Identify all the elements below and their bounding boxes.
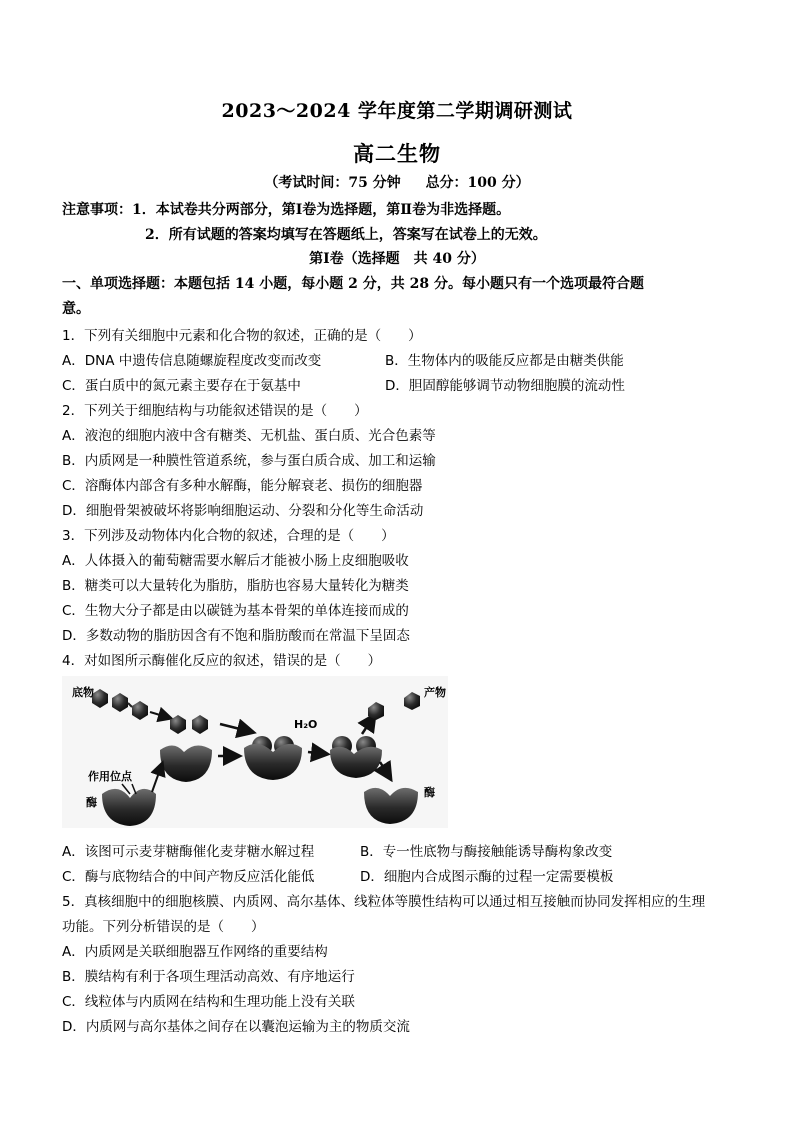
q1-option-a: A．DNA 中遗传信息随螺旋程度改变而改变 bbox=[62, 353, 322, 369]
product-label: 产物 bbox=[424, 686, 446, 699]
active-site-label: 作用位点 bbox=[88, 770, 132, 783]
q5-option-c: C．线粒体与内质网在结构和生理功能上没有关联 bbox=[62, 994, 355, 1010]
q1-option-c: C．蛋白质中的氮元素主要存在于氨基中 bbox=[62, 378, 301, 394]
q2-option-d: D．细胞骨架被破坏将影响细胞运动、分裂和分化等生命活动 bbox=[62, 503, 424, 519]
section-intro-line-1: 一、单项选择题：本题包括 14 小题，每小题 2 分，共 28 分。每小题只有一个选项最符合题 bbox=[62, 276, 644, 292]
exam-time: （考试时间：75 分钟 bbox=[264, 175, 401, 191]
enzyme-reaction-figure bbox=[62, 676, 448, 828]
enzyme-diagram bbox=[62, 676, 448, 828]
q4-option-c: C．酶与底物结合的中间产物反应活化能低 bbox=[62, 869, 315, 885]
q3-option-a: A．人体摄入的葡萄糖需要水解后才能被小肠上皮细胞吸收 bbox=[62, 553, 409, 569]
substrate-label: 底物 bbox=[72, 686, 94, 699]
q3-option-c: C．生物大分子都是由以碳链为基本骨架的单体连接而成的 bbox=[62, 603, 409, 619]
q3-option-b: B．糖类可以大量转化为脂肪，脂肪也容易大量转化为糖类 bbox=[62, 578, 409, 594]
notes-line-2: 2．所有试题的答案均填写在答题纸上，答案写在试卷上的无效。 bbox=[145, 227, 547, 243]
water-label: H₂O bbox=[294, 718, 318, 731]
q4-option-a: A．该图可示麦芽糖酶催化麦芽糖水解过程 bbox=[62, 844, 315, 860]
q5-stem-line-2: 功能。下列分析错误的是（ ） bbox=[62, 919, 265, 935]
q4-stem: 4．对如图所示酶催化反应的叙述，错误的是（ ） bbox=[62, 653, 382, 669]
notes-line-1: 注意事项：1．本试卷共分两部分，第Ⅰ卷为选择题，第Ⅱ卷为非选择题。 bbox=[62, 202, 511, 218]
section-intro-line-2: 意。 bbox=[62, 301, 90, 317]
exam-title: 2023～2024 学年度第二学期调研测试 bbox=[221, 100, 573, 122]
q2-option-b: B．内质网是一种膜性管道系统，参与蛋白质合成、加工和运输 bbox=[62, 453, 436, 469]
q1-stem: 1．下列有关细胞中元素和化合物的叙述，正确的是（ ） bbox=[62, 328, 422, 344]
exam-meta bbox=[0, 172, 794, 192]
section-title: 第Ⅰ卷（选择题 共 40 分） bbox=[309, 251, 485, 267]
enzyme-label-1: 酶 bbox=[86, 796, 97, 809]
q4-option-b: B．专一性底物与酶接触能诱导酶构象改变 bbox=[360, 844, 613, 860]
q4-option-d: D．细胞内合成图示酶的过程一定需要模板 bbox=[360, 869, 614, 885]
q3-stem: 3．下列涉及动物体内化合物的叙述，合理的是（ ） bbox=[62, 528, 395, 544]
enzyme-label-2: 酶 bbox=[424, 786, 435, 799]
q5-option-a: A．内质网是关联细胞器互作网络的重要结构 bbox=[62, 944, 328, 960]
exam-total: 总分：100 分） bbox=[425, 175, 530, 191]
exam-subject: 高二生物 bbox=[353, 141, 441, 166]
q5-option-d: D．内质网与高尔基体之间存在以囊泡运输为主的物质交流 bbox=[62, 1019, 410, 1035]
q2-stem: 2．下列关于细胞结构与功能叙述错误的是（ ） bbox=[62, 403, 368, 419]
q2-option-c: C．溶酶体内部含有多种水解酶，能分解衰老、损伤的细胞器 bbox=[62, 478, 423, 494]
q3-option-d: D．多数动物的脂肪因含有不饱和脂肪酸而在常温下呈固态 bbox=[62, 628, 410, 644]
q1-option-d: D．胆固醇能够调节动物细胞膜的流动性 bbox=[385, 378, 625, 394]
q5-option-b: B．膜结构有利于各项生理活动高效、有序地运行 bbox=[62, 969, 355, 985]
q2-option-a: A．液泡的细胞内液中含有糖类、无机盐、蛋白质、光合色素等 bbox=[62, 428, 436, 444]
q5-stem-line-1: 5．真核细胞中的细胞核膜、内质网、高尔基体、线粒体等膜性结构可以通过相互接触而协同发挥相应的生理 bbox=[62, 894, 706, 910]
q1-option-b: B．生物体内的吸能反应都是由糖类供能 bbox=[385, 353, 624, 369]
